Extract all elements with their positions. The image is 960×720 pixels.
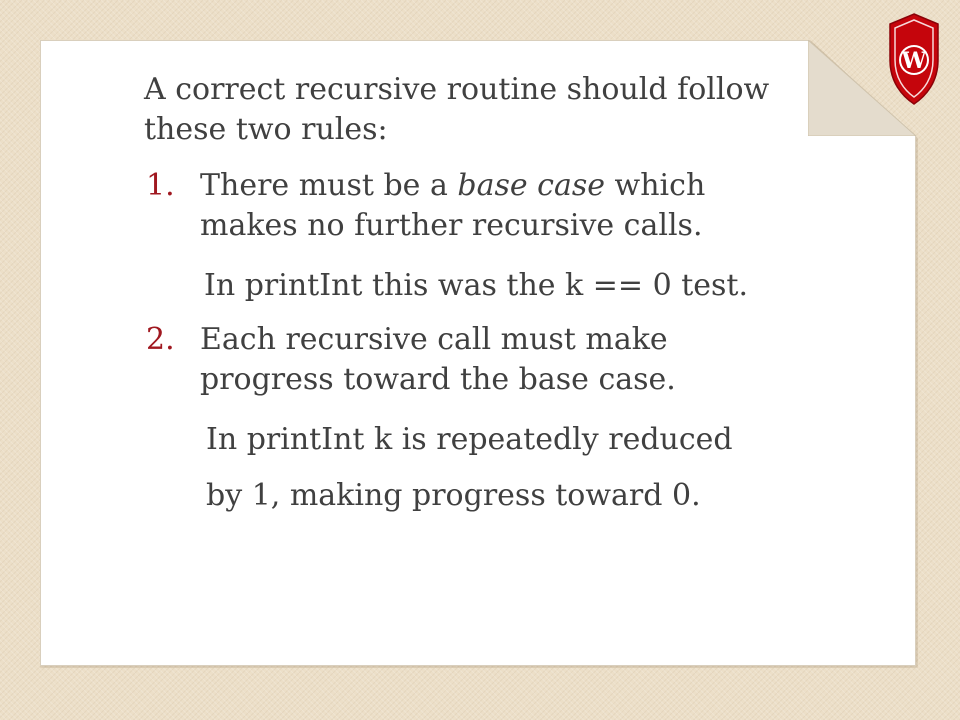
crest-letter: W [901,48,927,74]
rule-1-note-1: In printInt this was the k == 0 test. [204,268,748,303]
intro-line-1: A correct recursive routine should follow [144,72,770,107]
rule-2-note-1: In printInt k is repeatedly reduced [206,422,733,457]
rule-1-emphasis: base case [457,168,606,203]
university-crest-icon [884,10,944,110]
rule-1-line-1 [200,166,705,206]
rule-2-number: 2. [146,322,175,357]
rule-2-note-2: by 1, making progress toward 0. [206,478,701,513]
intro-line-2: these two rules: [144,112,388,147]
rule-2-line-1: Each recursive call must make [200,322,668,357]
rule-1-number: 1. [146,168,175,203]
rule-2-line-2: progress toward the base case. [200,362,676,397]
rule-1-line-2: makes no further recursive calls. [200,208,703,243]
rule-1-text-before: There must be a [200,168,458,203]
rule-1-text-after: which [605,168,706,203]
